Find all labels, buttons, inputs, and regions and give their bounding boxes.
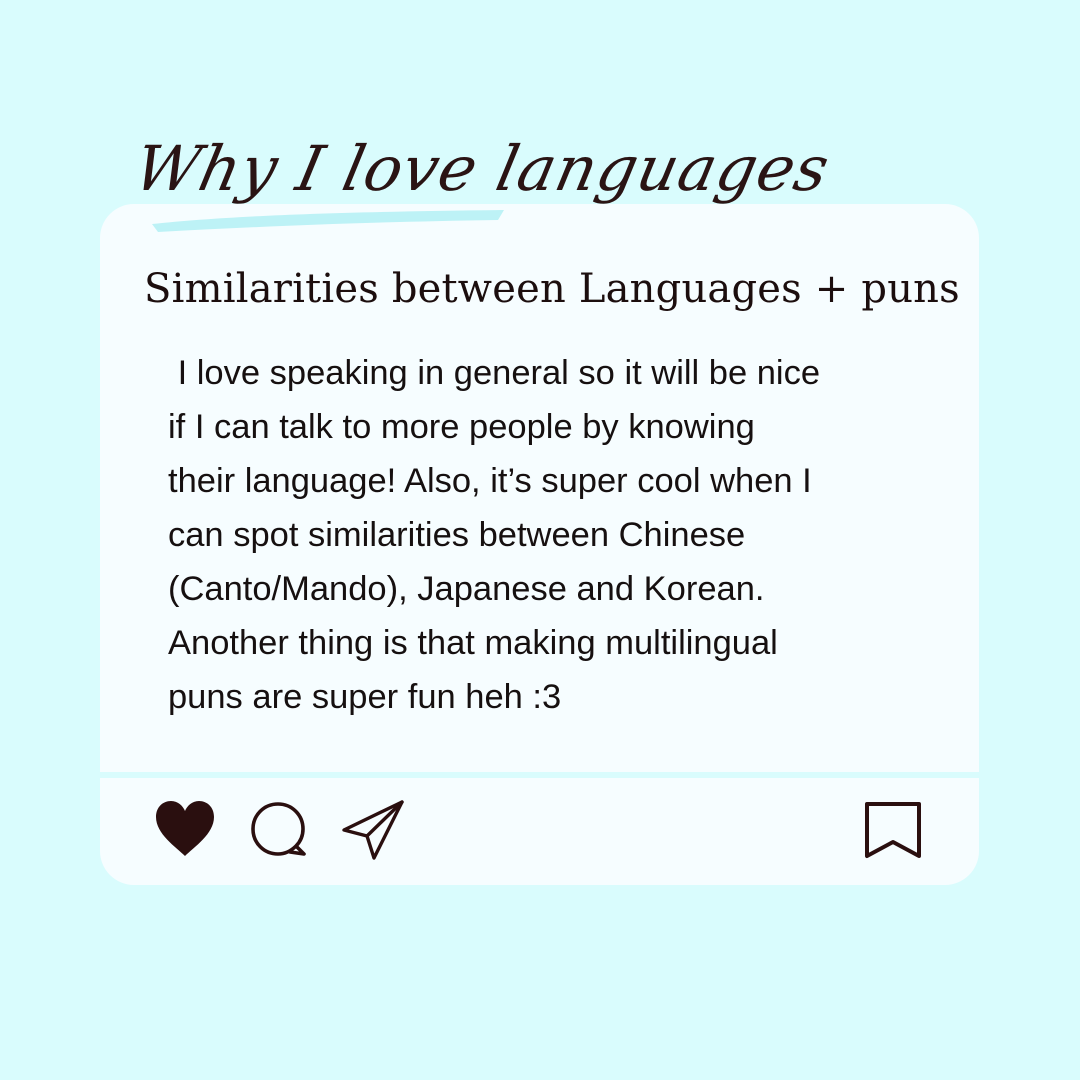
bookmark-icon[interactable]	[862, 800, 924, 862]
post-subtitle: Similarities between Languages + puns	[144, 266, 960, 312]
brush-stroke	[148, 206, 508, 232]
post-divider	[100, 772, 979, 778]
comment-icon[interactable]	[250, 800, 308, 858]
send-icon[interactable]	[340, 798, 406, 860]
script-title-text: Why I love languages	[128, 132, 837, 205]
heart-icon[interactable]	[154, 800, 216, 858]
post-body: I love speaking in general so it will be nice if I can talk to more people by knowing their language! Also, it’s super cool when I can spot similarities between Chinese (Canto/Mando), Japanese and Korean. Another thing is that making multilingual puns are super fun heh :3	[168, 354, 821, 716]
script-title	[128, 124, 837, 254]
